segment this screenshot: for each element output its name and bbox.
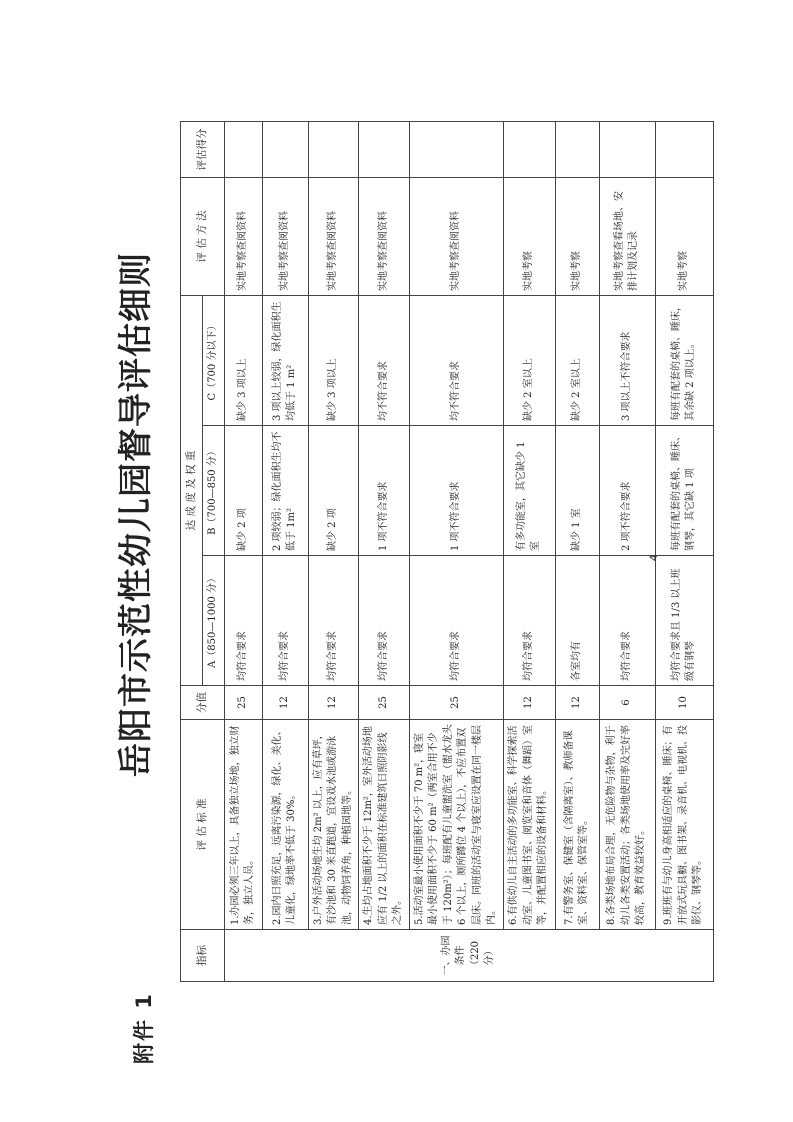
method-cell: 实地考察查阅资料 <box>262 177 308 295</box>
header-level-group: 达 成 度 及 权 重 <box>181 295 203 685</box>
method-cell: 实地考察查看场地、安排计划及记录 <box>599 177 655 295</box>
score-cell: 12 <box>308 686 359 720</box>
method-cell: 实地考察查阅资料 <box>359 177 410 295</box>
table-row <box>308 121 359 981</box>
level-a-cell: 均符合要求 <box>409 556 503 686</box>
header-result: 评估得分 <box>181 121 225 177</box>
table-row <box>655 121 713 981</box>
result-cell <box>409 121 503 177</box>
level-a-cell: 均符合要求 <box>359 556 410 686</box>
score-cell: 25 <box>224 686 262 720</box>
level-c-cell: 3 项以上不符合要求 <box>599 295 655 425</box>
level-a-cell: 均符合要求 <box>308 556 359 686</box>
level-c-cell: 缺少 3 项以上 <box>224 295 262 425</box>
header-method: 评 估 方 法 <box>181 177 225 295</box>
score-cell: 25 <box>359 686 410 720</box>
level-b-cell: 1 项不符合要求 <box>359 426 410 556</box>
result-cell <box>599 121 655 177</box>
level-b-cell: 每班有配套的桌椅、睡床、钢琴，其它缺 1 项 <box>655 426 713 556</box>
level-b-cell: 2 项不符合要求 <box>599 426 655 556</box>
level-c-cell: 缺少 2 室以上 <box>503 295 555 425</box>
result-cell <box>262 121 308 177</box>
header-level-c: C（700 分以下） <box>203 295 225 425</box>
table-row <box>262 121 308 981</box>
result-cell <box>359 121 410 177</box>
evaluation-table <box>180 121 714 982</box>
level-b-cell: 缺少 1 室 <box>555 426 599 556</box>
standard-cell: 4.生均占地面积不少于 12m²，室外活动场地应有 1/2 以上的面积在标准建筑日照阴影线之外。 <box>359 720 410 930</box>
score-cell: 12 <box>555 686 599 720</box>
score-cell: 12 <box>503 686 555 720</box>
score-cell: 10 <box>655 686 713 720</box>
table-row <box>409 121 503 981</box>
method-cell: 实地考察查阅资料 <box>224 177 262 295</box>
standard-cell: 1.办园必须三年以上，具备独立场地，独立财务，独立人员。 <box>224 720 262 930</box>
standard-cell: 8.各类场地布局合理，无危险物与杂物，利于幼儿各类安置活动；各类场地使用率及完好率较高，教育效益较好。 <box>599 720 655 930</box>
standard-cell: 7.有警务室、保健室（含隔离室）、教师备课室、资料室、保管室等。 <box>555 720 599 930</box>
score-cell: 6 <box>599 686 655 720</box>
result-cell <box>224 121 262 177</box>
category-cell: 一、办园条件（220 分） <box>224 930 713 982</box>
level-a-cell: 均符合要求 <box>224 556 262 686</box>
header-indicator: 指标 <box>181 930 225 982</box>
level-a-cell: 均符合要求且 1/3 以上班级有钢琴 <box>655 556 713 686</box>
header-standard: 评 估 标 准 <box>181 720 225 930</box>
score-cell: 25 <box>409 686 503 720</box>
level-b-cell: 有多功能室，其它缺少 1 室 <box>503 426 555 556</box>
level-c-cell: 每班有配套的桌椅、睡床，其余缺 2 项以上。 <box>655 295 713 425</box>
level-b-cell: 缺少 2 项 <box>224 426 262 556</box>
level-b-cell: 2 项较弱；绿化面积生均不低于 1m² <box>262 426 308 556</box>
standard-cell: 5.活动室最小使用面积不少于 70 m²，寝室最小使用面积不少于 60 m²（两室合用不少于 120m²）；每班配有儿童盥洗室（盥水龙头 6 个以上，厕所蹲位 4 个以上），不应布置双层床。同班的活动室与寝室应设置在同一楼层内。 <box>409 720 503 930</box>
table-row <box>503 121 555 981</box>
method-cell: 实地考察 <box>503 177 555 295</box>
standard-cell: 3.户外活动场地生均 2m² 以上，应有草坪，有沙池和 30 米直跑道，宜设戏水池或游泳池，动物饲养角，种植园地等。 <box>308 720 359 930</box>
result-cell <box>308 121 359 177</box>
header-level-b: B（700—850 分） <box>203 426 225 556</box>
method-cell: 实地考察查阅资料 <box>409 177 503 295</box>
header-level-a: A（850—1000 分） <box>203 556 225 686</box>
level-a-cell: 均符合要求 <box>503 556 555 686</box>
result-cell <box>555 121 599 177</box>
level-b-cell: 1 项不符合要求 <box>409 426 503 556</box>
page-number: 4 <box>648 554 660 561</box>
header-score: 分值 <box>181 686 225 720</box>
level-c-cell: 均不符合要求 <box>409 295 503 425</box>
standard-cell: 9.班班有与幼儿身高相适应的桌椅、睡床；有开放式玩具橱、图书架、录音机、电视机、投影仪、钢琴等。 <box>655 720 713 930</box>
table-row <box>599 121 655 981</box>
level-c-cell: 均不符合要求 <box>359 295 410 425</box>
level-c-cell: 3 项以上较弱，绿化面积生均低于 1 m² <box>262 295 308 425</box>
table-row <box>359 121 410 981</box>
level-c-cell: 缺少 3 项以上 <box>308 295 359 425</box>
level-a-cell: 均符合要求 <box>599 556 655 686</box>
standard-cell: 2.园内日照充足，远离污染源，绿化、美化、儿童化，绿地率不低于 30%。 <box>262 720 308 930</box>
result-cell <box>503 121 555 177</box>
method-cell: 实地考察 <box>555 177 599 295</box>
document-title: 岳阳市示范性幼儿园督导评估细则 <box>116 252 156 777</box>
table-row <box>555 121 599 981</box>
level-b-cell: 缺少 2 项 <box>308 426 359 556</box>
level-c-cell: 缺少 2 室以上 <box>555 295 599 425</box>
level-a-cell: 各室均有 <box>555 556 599 686</box>
result-cell <box>655 121 713 177</box>
method-cell: 实地考察查阅资料 <box>308 177 359 295</box>
standard-cell: 6.有供幼儿自主活动的多功能室、科学探索活动室、儿童图书室、阅览室和音体（舞蹈）室等，并配置相应的设备和材料。 <box>503 720 555 930</box>
score-cell: 12 <box>262 686 308 720</box>
annex-label: 附件 1 <box>132 992 156 1064</box>
method-cell: 实地考察 <box>655 177 713 295</box>
level-a-cell: 均符合要求 <box>262 556 308 686</box>
table-row <box>224 121 262 981</box>
